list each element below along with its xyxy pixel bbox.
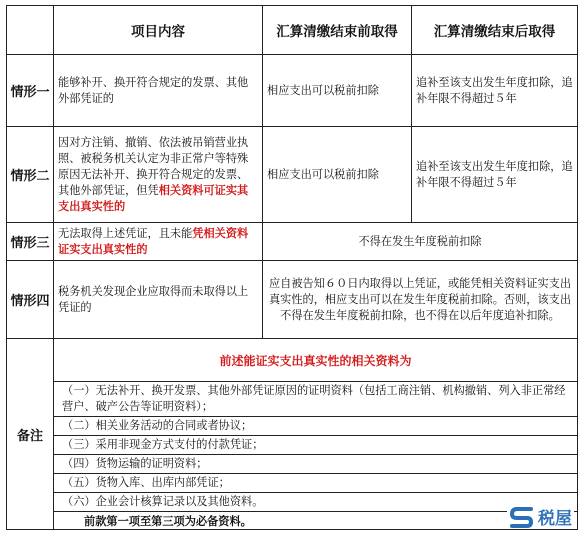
header-content: 项目内容	[54, 6, 263, 55]
row-label: 情形二	[7, 127, 54, 223]
remark-item: （六）企业会计核算记录以及其他资料。	[54, 493, 578, 512]
row-after: 追补至该支出发生年度扣除，追补年限不得超过５年	[412, 127, 578, 223]
row-after: 追补至该支出发生年度扣除，追补年限不得超过５年	[412, 55, 578, 127]
row-before: 相应支出可以税前扣除	[263, 127, 412, 223]
header-after: 汇算清缴结束后取得	[412, 6, 578, 55]
content-text: 因对方注销、撤销、依法被吊销营业执照、被税务机关认定为非正常户等特殊原因无法补开、换开符合规定的发票、其他外部凭证，但凭	[58, 135, 249, 197]
row-content	[54, 127, 263, 223]
row-label: 情形一	[7, 55, 54, 127]
content-highlight: 凭相关资料证实支出真实性的	[58, 226, 249, 256]
row-content: 税务机关发现企业应取得而未取得以上凭证的	[54, 261, 263, 339]
table-row	[7, 261, 578, 339]
header-before: 汇算清缴结束前取得	[263, 6, 412, 55]
logo-s-icon	[509, 505, 535, 529]
remarks-title-row	[7, 339, 578, 382]
logo-text: 税屋	[538, 509, 572, 529]
header-blank	[7, 6, 54, 55]
deduction-table	[6, 5, 578, 530]
row-label: 情形三	[7, 223, 54, 261]
row-content	[54, 223, 263, 261]
remark-item: （四）货物运输的证明资料；	[54, 455, 578, 474]
header-row	[7, 6, 578, 55]
remarks-footer: 前款第一项至第三项为必备资料。	[54, 512, 578, 530]
remark-item: （三）采用非现金方式支付的付款凭证；	[54, 436, 578, 455]
remarks-label: 备注	[7, 339, 54, 530]
remark-item: （五）货物入库、出库内部凭证；	[54, 474, 578, 493]
remark-item: （一）无法补开、换开发票、其他外部凭证原因的证明资料（包括工商注销、机构撤销、列入非正常经营户、破产公告等证明资料）；	[54, 382, 578, 417]
content-highlight: 相关资料可证实其支出真实性的	[58, 183, 249, 213]
row-merged: 不得在发生年度税前扣除	[263, 223, 578, 261]
table-row	[7, 127, 578, 223]
watermark-logo	[507, 504, 574, 529]
table-row	[7, 223, 578, 261]
row-merged: 应自被告知６０日内取得以上凭证，或能凭相关资料证实支出真实性的，相应支出可以在发生年度税前扣除。否则，该支出不得在发生年度税前扣除，也不得在以后年度追补扣除。	[263, 261, 578, 339]
row-content: 能够补开、换开符合规定的发票、其他外部凭证的	[54, 55, 263, 127]
remarks-title: 前述能证实支出真实性的相关资料为	[54, 339, 578, 382]
table-row	[7, 55, 578, 127]
remark-item: （二）相关业务活动的合同或者协议；	[54, 417, 578, 436]
row-label: 情形四	[7, 261, 54, 339]
row-before: 相应支出可以税前扣除	[263, 55, 412, 127]
content-text: 无法取得上述凭证，且未能	[58, 226, 193, 240]
